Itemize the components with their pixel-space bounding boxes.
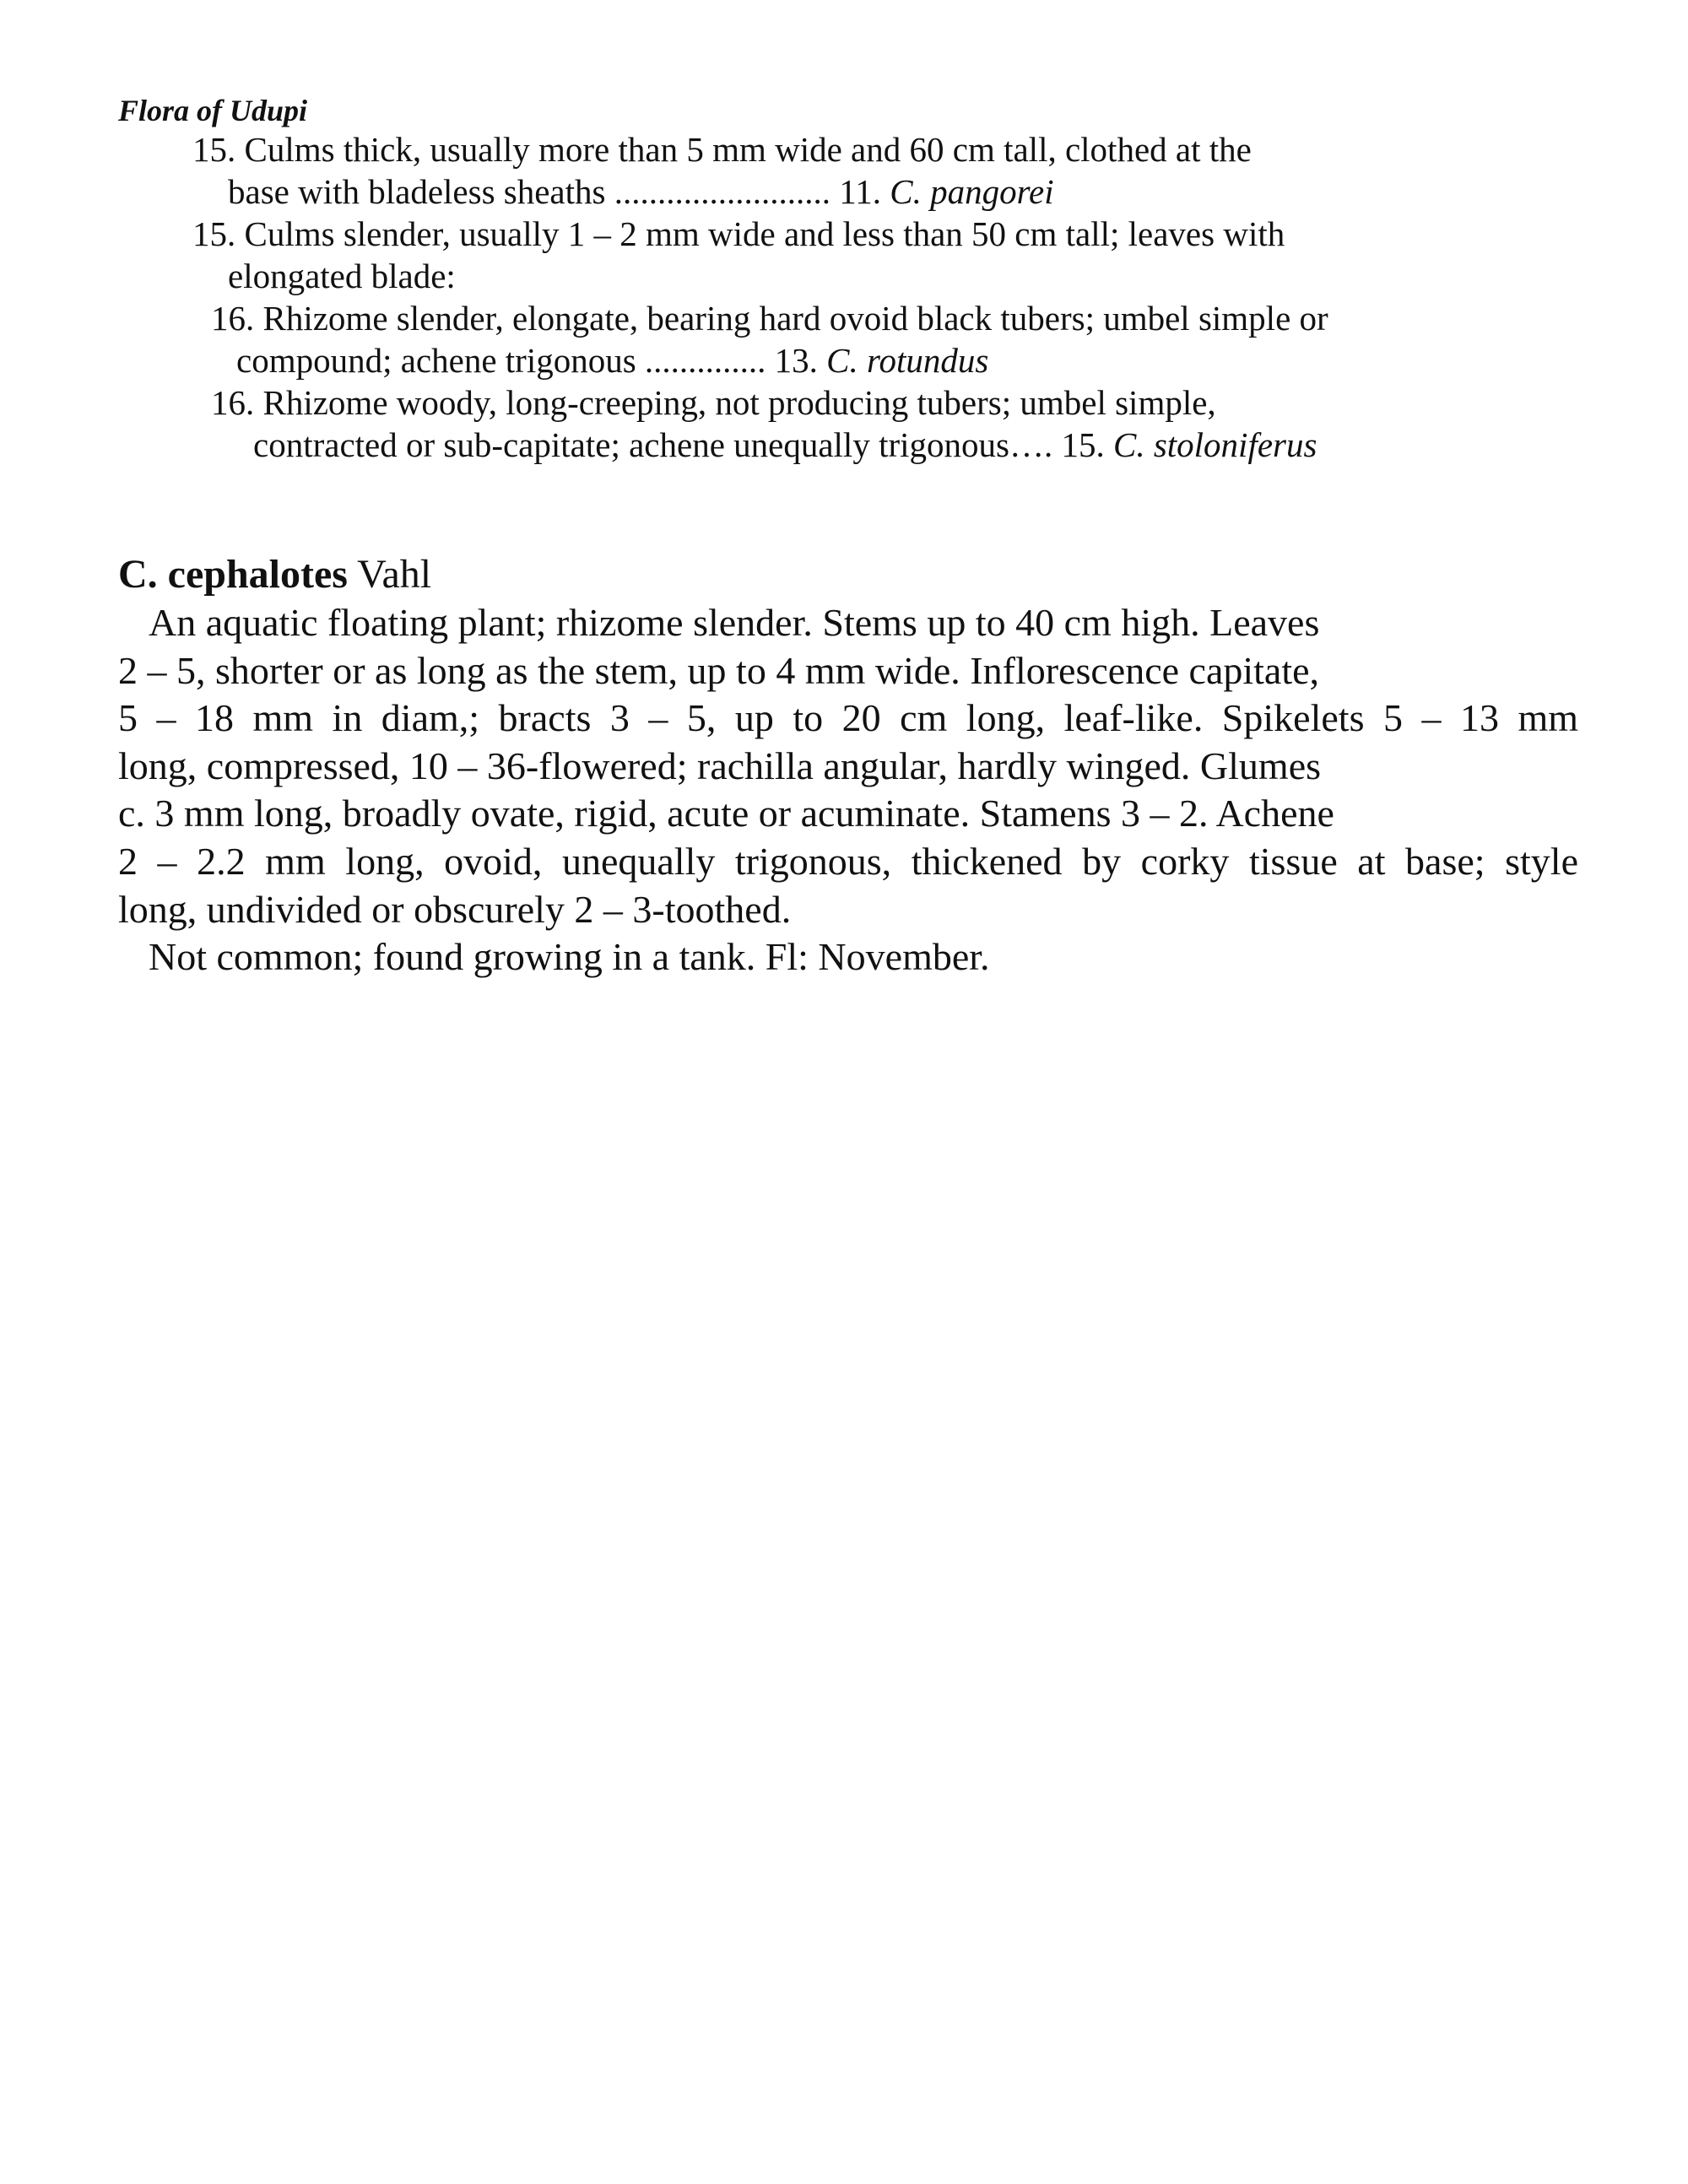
- key-couplet-16b-line2: contracted or sub-capitate; achene unequally trigonous…. 15. C. stoloniferus: [253, 425, 1317, 464]
- species-note: Not common; found growing in a tank. Fl: November.: [149, 935, 990, 979]
- description-line: long, compressed, 10 – 36-flowered; rachilla angular, hardly winged. Glumes: [118, 743, 1322, 787]
- taxon-name: C. pangorei: [890, 172, 1054, 211]
- key-couplet-15b-line1: 15. Culms slender, usually 1 – 2 mm wide and less than 50 cm tall; leaves with: [192, 214, 1285, 253]
- key-couplet-16a-line2: compound; achene trigonous .............. 13. C. rotundus: [236, 341, 989, 380]
- description-line: 2 – 5, shorter or as long as the stem, up to 4 mm wide. Inflorescence capitate,: [118, 648, 1320, 692]
- species-name: C. cephalotes: [118, 552, 348, 597]
- running-head: Flora of Udupi: [118, 94, 308, 127]
- taxon-name: C. rotundus: [826, 341, 989, 380]
- key-couplet-15b-line2: elongated blade:: [228, 257, 456, 295]
- key-couplet-15a-line2: base with bladeless sheaths ......................... 11. C. pangorei: [228, 172, 1054, 211]
- description-line: 2 – 2.2 mm long, ovoid, unequally trigonous, thickened by corky tissue at base; style: [118, 839, 1578, 883]
- taxon-name: C. stoloniferus: [1112, 425, 1317, 464]
- key-couplet-16a-line1: 16. Rhizome slender, elongate, bearing hard ovoid black tubers; umbel simple or: [211, 299, 1328, 338]
- description-line: An aquatic floating plant; rhizome slender. Stems up to 40 cm high. Leaves: [149, 601, 1320, 644]
- species-account: [118, 550, 1578, 981]
- description-line: 5 – 18 mm in diam,; bracts 3 – 5, up to 20 cm long, leaf-like. Spikelets 5 – 13 mm: [118, 696, 1578, 740]
- species-heading: [118, 550, 1578, 599]
- description-line: long, undivided or obscurely 2 – 3-toothed.: [118, 887, 792, 931]
- species-description: [118, 599, 1578, 933]
- key-couplet-15a-line1: 15. Culms thick, usually more than 5 mm wide and 60 cm tall, clothed at the: [192, 130, 1252, 169]
- key-couplet-16b-line1: 16. Rhizome woody, long-creeping, not producing tubers; umbel simple,: [211, 383, 1216, 422]
- species-author: Vahl: [357, 552, 432, 597]
- description-line: c. 3 mm long, broadly ovate, rigid, acute or acuminate. Stamens 3 – 2. Achene: [118, 792, 1334, 835]
